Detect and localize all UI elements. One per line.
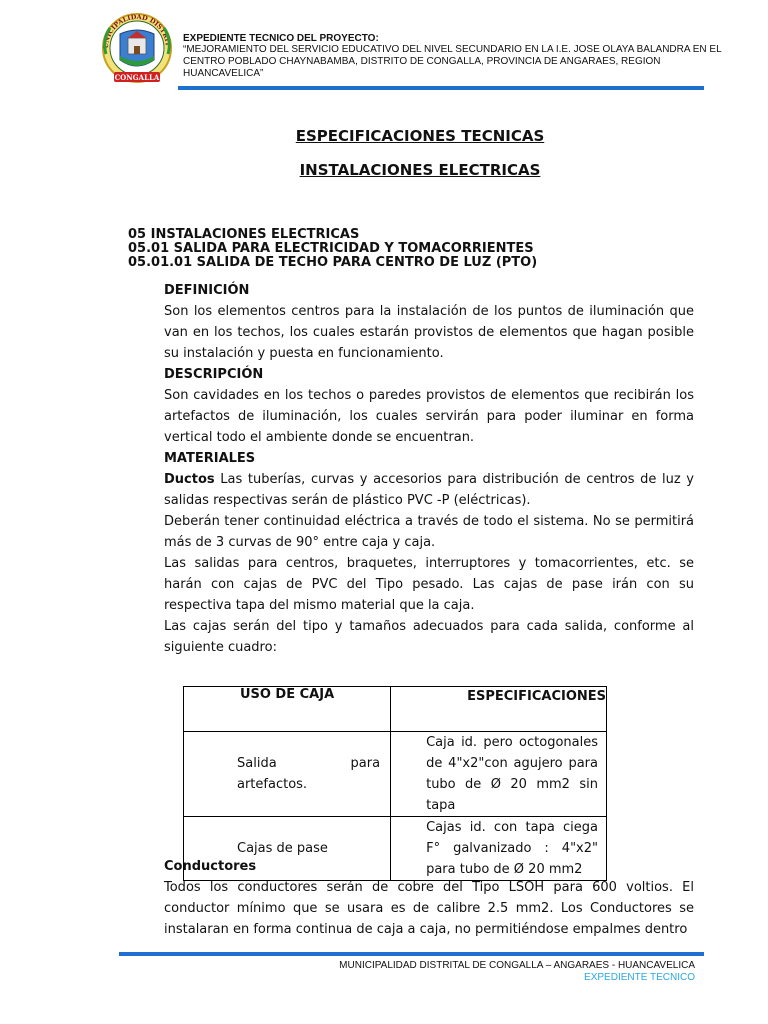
section-heading: 05 INSTALACIONES ELECTRICAS <box>128 227 360 242</box>
conductors-section <box>164 856 694 940</box>
header-rule <box>178 86 704 90</box>
outlets-paragraph: Las salidas para centros, braquetes, interruptores y tomacorrientes, etc. se harán con cajas de PVC del Tipo pesado. Las cajas de pase irán con su respectiva tapa del mismo material que la caja. <box>164 556 694 613</box>
table-row <box>184 732 607 817</box>
box-spec-table <box>183 686 607 881</box>
document-title-text: ESPECIFICACIONES TECNICAS <box>295 127 545 145</box>
item-heading: 05.01.01 SALIDA DE TECHO PARA CENTRO DE LUZ (PTO) <box>128 255 538 270</box>
continuity-paragraph: Deberán tener continuidad eléctrica a través de todo el sistema. No se permitirá más de 3 curvas de 90° entre caja y caja. <box>164 514 694 550</box>
subsection-heading: 05.01 SALIDA PARA ELECTRICIDAD Y TOMACORRIENTES <box>128 241 534 256</box>
header-project-title: “MEJORAMIENTO DEL SERVICIO EDUCATIVO DEL NIVEL SECUNDARIO EN LA I.E. JOSE OLAYA BALANDRA EN EL CENTRO POBLADO CHAYNABAMBA, DISTRITO DE CONGALLA, PROVINCIA DE ANGARAES, REGION HUANCAVELICA” <box>183 44 722 79</box>
table-header-row <box>184 687 607 732</box>
table-cell-usage: Cajas de pase <box>184 817 391 881</box>
conductors-paragraph: Todos los conductores serán de cobre del Tipo LSOH para 600 voltios. El conductor mínimo que se usara es de calibre 2.5 mm2. Los Conductores se instalaran en forma continua de caja a caja, no permitiéndose empalmes dentro <box>164 880 694 937</box>
body-text <box>164 280 694 658</box>
boxes-paragraph: Las cajas serán del tipo y tamaños adecuados para cada salida, conforme al siguiente cuadro: <box>164 619 694 655</box>
ductos-text: Las tuberías, curvas y accesorios para distribución de centros de luz y salidas respectivas serán de plástico PVC -P (eléctricas). <box>164 472 694 508</box>
ductos-paragraph <box>164 469 694 511</box>
document-subtitle <box>0 161 768 179</box>
description-paragraph: Son cavidades en los techos o paredes provistos de elementos que recibirán los artefactos de iluminación, los cuales servirán para poder iluminar en forma vertical todo el ambiente donde se encuentran. <box>164 388 694 445</box>
description-heading: DESCRIPCIÓN <box>164 367 264 382</box>
logo-bottom-text: CONGALLA <box>114 73 160 82</box>
logo-top-text: UNICIPALIDAD DISTRIT <box>101 12 172 49</box>
conductors-heading: Conductores <box>164 859 257 874</box>
footer-rule <box>119 952 704 956</box>
municipality-logo <box>100 10 174 88</box>
table-cell-spec: Caja id. pero octogonales de 4"x2"con agujero para tubo de Ø 20 mm2 sin tapa <box>391 732 607 817</box>
table-cell-spec: Cajas id. con tapa ciega F° galvanizado : 4"x2" para tubo de Ø 20 mm2 <box>391 817 607 881</box>
header-label: EXPEDIENTE TECNICO DEL PROYECTO: <box>183 33 379 44</box>
footer-municipality: MUNICIPALIDAD DISTRITAL DE CONGALLA – ANGARAES - HUANCAVELICA <box>339 960 695 971</box>
footer-document-type: EXPEDIENTE TECNICO <box>584 972 695 983</box>
materials-heading: MATERIALES <box>164 451 256 466</box>
table-header-usage: USO DE CAJA <box>184 687 391 732</box>
table-cell-usage: Salida para artefactos. <box>184 732 391 817</box>
document-title <box>0 127 768 145</box>
definition-heading: DEFINICIÓN <box>164 283 250 298</box>
table-header-spec: ESPECIFICACIONES <box>391 687 607 732</box>
document-subtitle-text: INSTALACIONES ELECTRICAS <box>299 161 541 179</box>
definition-paragraph: Son los elementos centros para la instalación de los puntos de iluminación que van en los techos, los cuales estarán provistos de elementos que hagan posible su instalación y puesta en funcionamiento. <box>164 304 694 361</box>
ductos-label: Ductos <box>164 472 215 487</box>
